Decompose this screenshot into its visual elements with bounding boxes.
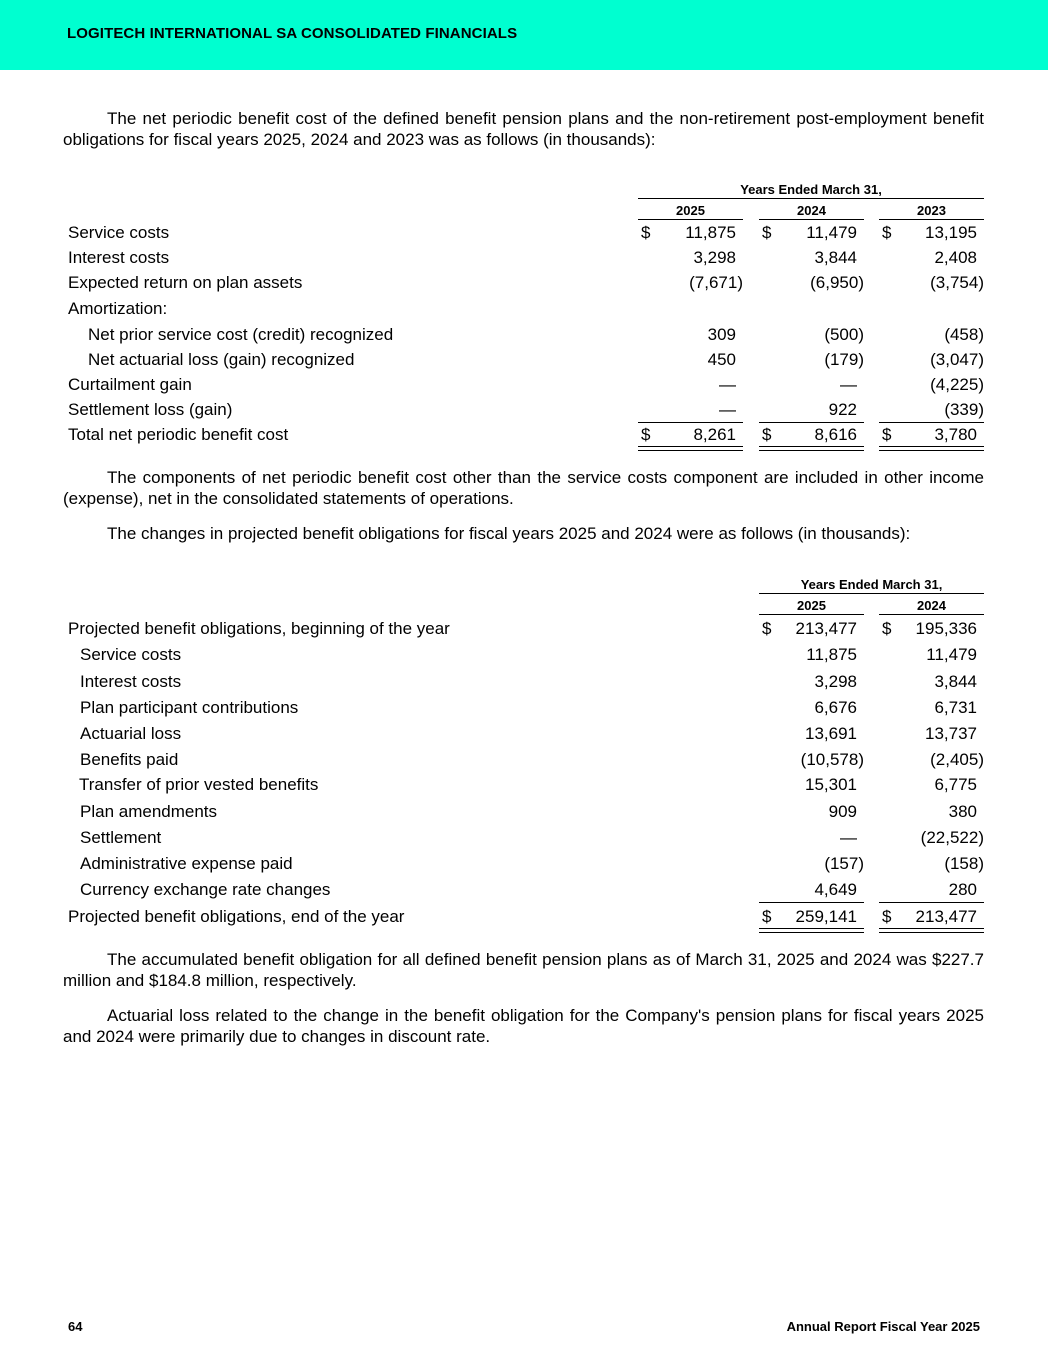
cell-value: 450: [707, 350, 736, 369]
changes-paragraph: The changes in projected benefit obligations for fiscal years 2025 and 2024 were as follows (in thousands):: [107, 524, 911, 543]
row-label: Projected benefit obligations, beginning of the year: [68, 619, 450, 638]
row-label: Administrative expense paid: [80, 854, 293, 873]
header-band: [0, 0, 1048, 70]
cell-value: 3,780: [934, 425, 977, 444]
cell-value: (157): [824, 854, 864, 873]
currency-symbol: $: [882, 907, 892, 926]
cell-value: 213,477: [915, 907, 977, 926]
actuarial-loss-paragraph: Actuarial loss related to the change in the benefit obligation for the Company's pension plans for fiscal years 2025 and 2024 were primarily due to changes in discount rate.: [63, 1006, 984, 1046]
table1-year-header: 2023: [917, 203, 946, 218]
cell-value: —: [719, 400, 736, 419]
cell-value: (10,578): [800, 750, 864, 769]
row-label: Projected benefit obligations, end of the year: [68, 907, 405, 926]
table1-year-header: 2025: [676, 203, 705, 218]
cell-value: 280: [948, 880, 977, 899]
currency-symbol: $: [882, 619, 892, 638]
currency-symbol: $: [882, 425, 892, 444]
cell-value: —: [840, 828, 857, 847]
row-label: Service costs: [80, 645, 182, 664]
cell-value: 309: [707, 325, 736, 344]
row-label: Service costs: [68, 223, 170, 242]
cell-value: 15,301: [805, 775, 857, 794]
cell-value: (4,225): [930, 375, 984, 394]
table2-group-header: Years Ended March 31,: [800, 577, 943, 592]
row-label: Expected return on plan assets: [68, 273, 303, 292]
row-label: Currency exchange rate changes: [80, 880, 331, 899]
row-label: Settlement loss (gain): [68, 400, 233, 419]
cell-value: 13,195: [925, 223, 977, 242]
currency-symbol: $: [762, 425, 772, 444]
cell-value: (3,754): [930, 273, 984, 292]
components-paragraph: The components of net periodic benefit cost other than the service costs component are included in other income (expense), net in the consolidated statements of operations.: [63, 468, 984, 508]
row-label: Plan amendments: [80, 802, 218, 821]
row-label: Interest costs: [80, 672, 182, 691]
row-label: Interest costs: [68, 248, 170, 267]
cell-value: (2,405): [930, 750, 984, 769]
row-label: Transfer of prior vested benefits: [79, 775, 319, 794]
cell-value: 3,298: [693, 248, 736, 267]
cell-value: 8,616: [814, 425, 857, 444]
row-label: Plan participant contributions: [80, 698, 299, 717]
row-label: Benefits paid: [80, 750, 179, 769]
page-number: 64: [68, 1319, 83, 1334]
row-label: Amortization:: [68, 299, 168, 318]
cell-value: 11,479: [806, 223, 857, 242]
currency-symbol: $: [762, 223, 772, 242]
header-title: LOGITECH INTERNATIONAL SA CONSOLIDATED FINANCIALS: [67, 25, 518, 42]
cell-value: (339): [944, 400, 984, 419]
cell-value: 2,408: [934, 248, 977, 267]
table1-group-header: Years Ended March 31,: [740, 182, 882, 197]
currency-symbol: $: [641, 425, 651, 444]
cell-value: 195,336: [915, 619, 977, 638]
cell-value: —: [719, 375, 736, 394]
cell-value: (22,522): [920, 828, 984, 847]
cell-value: 3,298: [814, 672, 857, 691]
row-label: Curtailment gain: [68, 375, 192, 394]
cell-value: (179): [824, 350, 864, 369]
cell-value: 3,844: [814, 248, 857, 267]
cell-value: 922: [828, 400, 857, 419]
cell-value: (7,671): [689, 273, 743, 292]
currency-symbol: $: [641, 223, 651, 242]
row-label: Net actuarial loss (gain) recognized: [88, 350, 355, 369]
cell-value: (458): [944, 325, 984, 344]
cell-value: 8,261: [693, 425, 736, 444]
report-title: Annual Report Fiscal Year 2025: [786, 1319, 980, 1334]
cell-value: (3,047): [930, 350, 984, 369]
cell-value: 6,731: [934, 698, 977, 717]
currency-symbol: $: [762, 907, 772, 926]
intro-paragraph: The net periodic benefit cost of the defined benefit pension plans and the non-retirement post-employment benefit obligations for fiscal years 2025, 2024 and 2023 was as follows (in thousands):: [63, 109, 984, 149]
table2-year-header: 2024: [917, 598, 946, 613]
cell-value: 6,775: [934, 775, 977, 794]
cell-value: 4,649: [814, 880, 857, 899]
cell-value: 3,844: [934, 672, 977, 691]
cell-value: —: [840, 375, 857, 394]
cell-value: 11,479: [926, 645, 977, 664]
cell-value: 13,691: [805, 724, 857, 743]
cell-value: 6,676: [814, 698, 857, 717]
row-label: Net prior service cost (credit) recognized: [88, 325, 394, 344]
cell-value: 11,875: [685, 223, 736, 242]
currency-symbol: $: [762, 619, 772, 638]
cell-value: 11,875: [806, 645, 857, 664]
row-label: Settlement: [80, 828, 162, 847]
currency-symbol: $: [882, 223, 892, 242]
cell-value: 909: [828, 802, 857, 821]
accumulated-obligation-paragraph: The accumulated benefit obligation for all defined benefit pension plans as of March 31, 2025 and 2024 was $227.7 million and $184.8 million, respectively.: [63, 950, 984, 990]
row-label: Total net periodic benefit cost: [68, 425, 289, 444]
table2-year-header: 2025: [797, 598, 826, 613]
table1-year-header: 2024: [797, 203, 826, 218]
cell-value: 213,477: [795, 619, 857, 638]
row-label: Actuarial loss: [80, 724, 182, 743]
cell-value: 13,737: [925, 724, 977, 743]
cell-value: 380: [948, 802, 977, 821]
cell-value: 259,141: [795, 907, 857, 926]
cell-value: (158): [944, 854, 984, 873]
cell-value: (6,950): [810, 273, 864, 292]
cell-value: (500): [824, 325, 864, 344]
